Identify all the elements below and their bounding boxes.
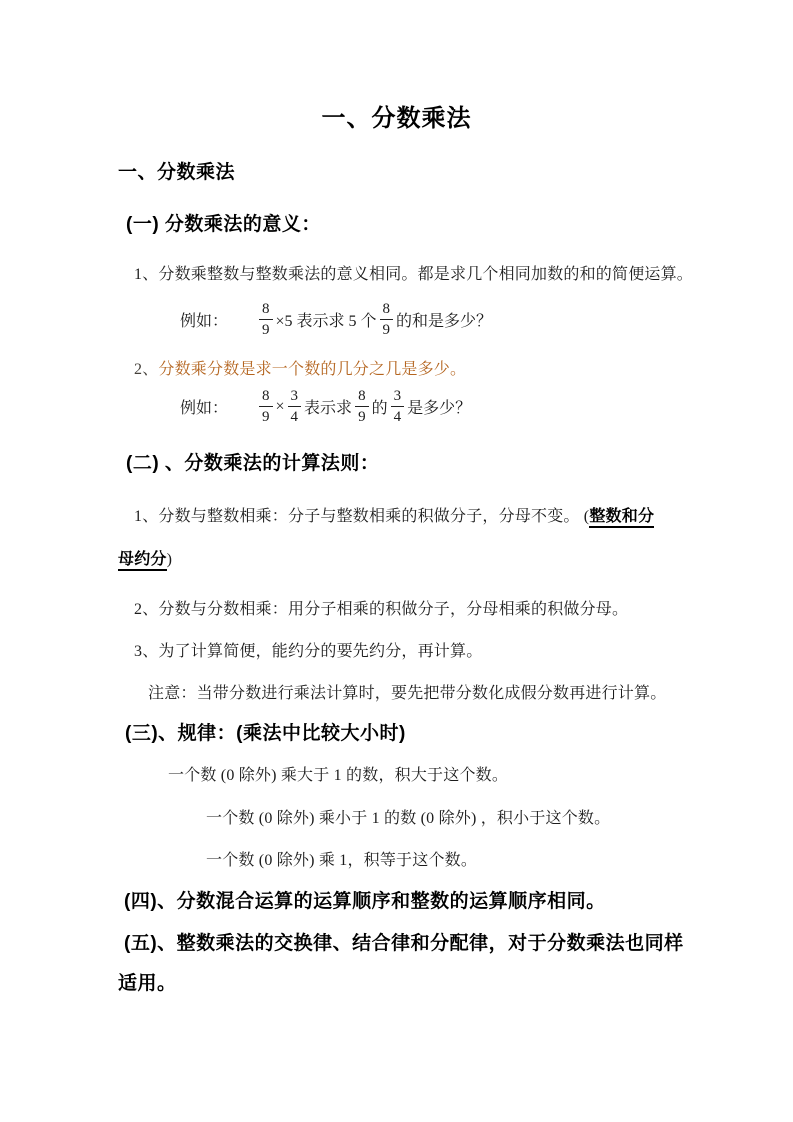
example-text: 表示求 <box>304 400 353 417</box>
sec1-item-2 <box>134 356 466 379</box>
sec1-heading-meaning: (一) 分数乘法的意义： <box>126 214 321 235</box>
heading-1-fraction-multiplication: 一、分数乘法 <box>118 162 236 183</box>
fraction-denominator: 9 <box>262 409 270 425</box>
sec1-item-1: 1、分数乘整数与整数乘法的意义相同。都是求几个相同加数的和的简便运算。 <box>134 266 694 283</box>
fraction <box>355 387 369 426</box>
fraction <box>259 300 273 339</box>
example-text: ×5 表示求 5 个 <box>275 313 377 330</box>
sec2-rule-2: 2、分数与分数相乘：用分子相乘的积做分子，分母相乘的积做分母。 <box>134 601 629 618</box>
sec5-heading-laws-line-1: (五)、整数乘法的交换律、结合律和分配律，对于分数乘法也同样 <box>124 933 684 954</box>
fraction-denominator: 9 <box>358 409 366 425</box>
sec3-rule-3: 一个数 (0 除外) 乘 1，积等于这个数。 <box>206 852 478 869</box>
fraction-denominator: 9 <box>382 322 391 338</box>
fraction-numerator: 8 <box>355 387 369 407</box>
example-label: 例如： <box>180 400 229 417</box>
rule-text: 1、分数与整数相乘：分子与整数相乘的积做分子，分母不变。 ( <box>134 508 590 525</box>
sec2-rule-1-line-1 <box>134 503 654 526</box>
multiply-sign: × <box>275 397 285 415</box>
sec2-note: 注意：当带分数进行乘法计算时，要先把带分数化成假分数再进行计算。 <box>148 685 667 702</box>
fraction-numerator: 8 <box>380 300 394 320</box>
fraction <box>391 387 405 426</box>
sec5-heading-laws-line-2: 适用。 <box>118 973 177 994</box>
fraction-numerator: 3 <box>288 387 302 407</box>
rule-text: ) <box>166 551 173 568</box>
fraction-denominator: 9 <box>262 322 270 338</box>
rule-emphasis-underlined: 整数和分 <box>589 508 654 528</box>
sec1-example-1 <box>180 300 492 339</box>
doc-title: 一、分数乘法 <box>321 105 472 132</box>
sec2-rule-3: 3、为了计算简便，能约分的要先约分，再计算。 <box>134 643 483 660</box>
example-text: 的 <box>371 400 388 417</box>
fraction-denominator: 4 <box>290 409 299 425</box>
fraction <box>259 387 273 426</box>
fraction <box>380 300 394 339</box>
rule-emphasis-underlined: 母约分 <box>118 551 167 571</box>
sec2-heading-calculation-rules: (二) 、分数乘法的计算法则： <box>126 453 380 474</box>
sec1-example-2 <box>180 387 471 426</box>
sec3-heading-patterns: (三)、规律：(乘法中比较大小时) <box>125 723 406 744</box>
fraction-numerator: 3 <box>391 387 405 407</box>
sec2-rule-1-line-2 <box>118 546 172 569</box>
item-number: 2、 <box>134 361 159 378</box>
sec4-heading-mixed-operations: (四)、分数混合运算的运算顺序和整数的运算顺序相同。 <box>124 891 606 912</box>
item-text-orange: 分数乘分数是求一个数的几分之几是多少。 <box>158 361 467 378</box>
example-label: 例如： <box>180 313 229 330</box>
example-text: 的和是多少？ <box>396 313 493 330</box>
fraction-numerator: 8 <box>259 387 273 407</box>
fraction <box>288 387 302 426</box>
example-text: 是多少？ <box>407 400 472 417</box>
sec3-rule-1: 一个数 (0 除外) 乘大于 1 的数，积大于这个数。 <box>168 767 509 784</box>
sec3-rule-2: 一个数 (0 除外) 乘小于 1 的数 (0 除外) ，积小于这个数。 <box>206 810 611 827</box>
fraction-denominator: 4 <box>393 409 402 425</box>
fraction-numerator: 8 <box>259 300 273 320</box>
